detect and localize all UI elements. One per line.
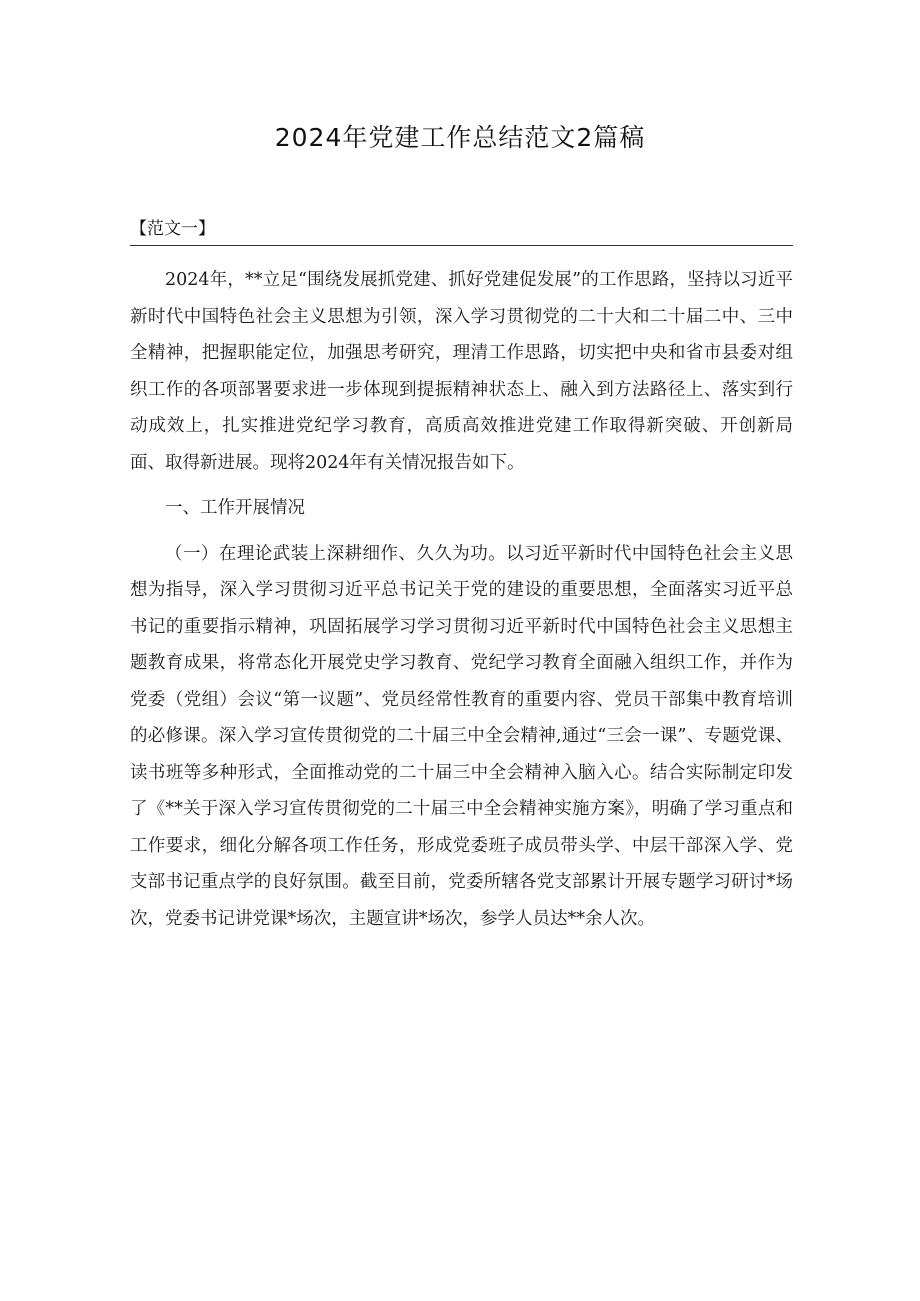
- document-body: [130, 262, 793, 946]
- section-label: 【范文一】: [130, 219, 215, 239]
- document-title: 2024年党建工作总结范文2篇稿: [274, 123, 646, 152]
- section-divider: [130, 245, 793, 246]
- intro-paragraph: 2024年，**立足“围绕发展抓党建、抓好党建促发展”的工作思路，坚持以习近平新时代中国特色社会主义思想为引领，深入学习贯彻党的二十大和二十届二中、三中全精神，把握职能定位，加强思考研究，理清工作思路，切实把中央和省市县委对组织工作的各项部署要求进一步体现到提振精神状态上、融入到方法路径上、落实到行动成效上，扎实推进党纪学习教育，高质高效推进党建工作取得新突破、开创新局面、取得新进展。现将2024年有关情况报告如下。: [130, 270, 793, 473]
- theory-paragraph: （一）在理论武装上深耕细作、久久为功。以习近平新时代中国特色社会主义思想为指导，深入学习贯彻习近平总书记关于党的建设的重要思想，全面落实习近平总书记的重要指示精神，巩固拓展学习学习贯彻习近平新时代中国特色社会主义思想主题教育成果，将常态化开展党史学习教育、党纪学习教育全面融入组织工作，并作为党委（党组）会议“第一议题”、党员经常性教育的重要内容、党员干部集中教育培训的必修课。深入学习宣传贯彻党的二十届三中全会精神,通过“三会一课”、专题党课、读书班等多种形式，全面推动党的二十届三中全会精神入脑入心。结合实际制定印发了《**关于深入学习宣传贯彻党的二十届三中全会精神实施方案》，明确了学习重点和工作要求，细化分解各项工作任务，形成党委班子成员带头学、中层干部深入学、党支部书记重点学的良好氛围。截至目前，党委所辖各党支部累计开展专题学习研讨*场次，党委书记讲党课*场次，主题宣讲*场次，参学人员达**余人次。: [130, 543, 793, 929]
- heading-work-progress: 一、工作开展情况: [165, 498, 305, 518]
